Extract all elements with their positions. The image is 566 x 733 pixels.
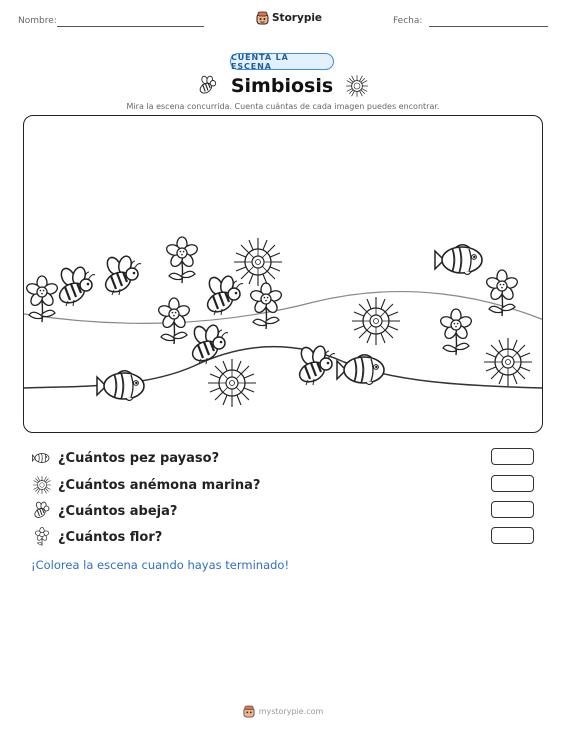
question-text: ¿Cuántos abeja?	[58, 503, 178, 519]
name-label: Nombre:	[18, 16, 57, 26]
sea-anemone-icon	[32, 475, 52, 495]
question-row-sea-anemone	[32, 475, 537, 495]
sea-anemone-icon	[345, 74, 369, 98]
footer-site[interactable]: mystorypie.com	[258, 706, 324, 716]
coloring-scene[interactable]	[23, 115, 543, 433]
flower[interactable]	[165, 237, 198, 283]
bee-icon	[197, 75, 219, 97]
sea-anemone[interactable]	[208, 359, 256, 407]
question-row-clownfish	[32, 448, 537, 468]
bee[interactable]	[296, 345, 335, 386]
question-text: ¿Cuántos flor?	[58, 529, 163, 545]
name-line[interactable]	[57, 26, 204, 27]
sea-anemone[interactable]	[234, 238, 282, 286]
storypie-logo-icon	[256, 11, 269, 25]
footer	[0, 703, 566, 719]
instructions: Mira la escena concurrida. Cuenta cuántas de cada imagen puedes encontrar.	[126, 102, 440, 111]
answer-box[interactable]	[491, 501, 534, 518]
question-text: ¿Cuántos pez payaso?	[58, 450, 220, 466]
bee[interactable]	[204, 275, 243, 316]
bee[interactable]	[56, 266, 95, 307]
date-line[interactable]	[429, 26, 548, 27]
bee[interactable]	[189, 324, 228, 365]
answer-box[interactable]	[491, 448, 534, 465]
question-row-bee	[32, 501, 537, 521]
flower[interactable]	[249, 283, 282, 329]
storypie-logo-icon	[243, 705, 255, 718]
bee[interactable]	[102, 255, 141, 296]
question-row-flower	[32, 527, 537, 547]
brand-logo	[256, 9, 322, 27]
clownfish[interactable]	[337, 355, 384, 385]
flower[interactable]	[157, 298, 190, 344]
activity-badge: CUENTA LA ESCENA	[230, 53, 334, 70]
answer-box[interactable]	[491, 475, 534, 492]
clownfish[interactable]	[97, 371, 144, 401]
page-title: Simbiosis	[230, 75, 334, 97]
clownfish-icon	[32, 448, 52, 468]
date-label: Fecha:	[393, 16, 423, 26]
flower-icon	[32, 527, 52, 547]
clownfish[interactable]	[435, 245, 482, 275]
title-row	[0, 72, 566, 100]
bee-icon	[32, 501, 52, 521]
question-text: ¿Cuántos anémona marina?	[58, 477, 261, 493]
sea-anemone[interactable]	[352, 297, 400, 345]
brand-name: Storypie	[272, 12, 323, 24]
closing-note: ¡Colorea la escena cuando hayas terminado!	[31, 558, 290, 572]
flower[interactable]	[25, 276, 58, 322]
flower[interactable]	[439, 309, 472, 355]
sea-anemone[interactable]	[484, 338, 532, 386]
answer-box[interactable]	[491, 527, 534, 544]
